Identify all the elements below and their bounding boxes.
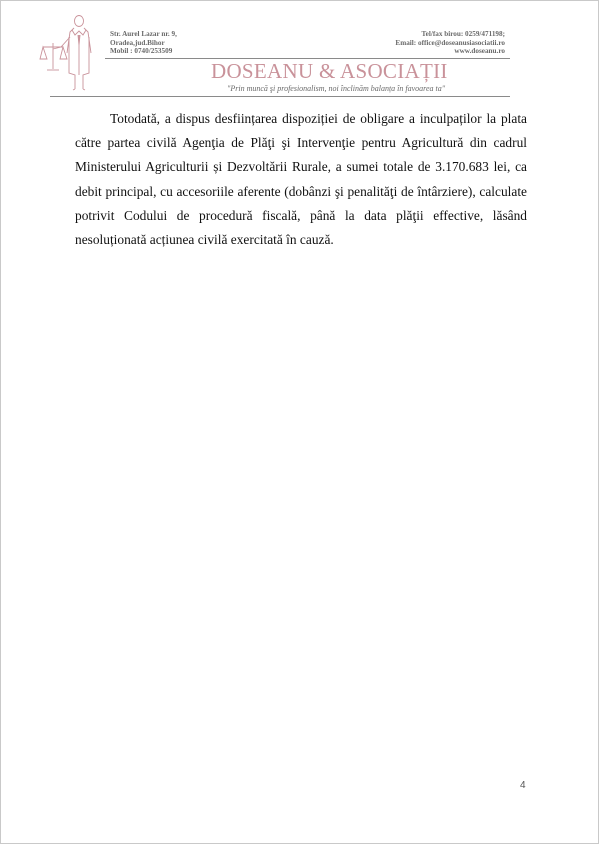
body-paragraph: Totodată, a dispus desființarea dispoziției de obligare a inculpaților la plata către partea civilă Agenţia de Plăţi şi Intervenţie pentru Agricultură din cadrul Ministerului Agriculturii și Dezvoltării Rurale, a sumei totale de 3.170.683 lei, ca debit principal, cu accesoriile aferente (dobânzi şi penalităţi de întârziere), calculate potrivit Codului de procedură fiscală, până la data plăţii effective, lăsând nesoluționată acțiunea civilă exercitată în cauză. <box>75 111 527 248</box>
contact-email: Email: office@doseanusiasociatii.ro <box>395 38 505 47</box>
address-mobile: Mobil : 0740/253509 <box>110 47 173 55</box>
address-city: Oradea,jud.Bihor <box>110 38 165 47</box>
address-block <box>110 30 177 56</box>
firm-name: DOSEANU & ASOCIAȚII <box>211 59 448 83</box>
header-divider-bottom <box>50 96 510 97</box>
address-street: Str. Aurel Lazar nr. 9, <box>110 30 177 38</box>
lawyer-with-scales-icon <box>39 13 101 91</box>
page-number: 4 <box>520 780 526 791</box>
contact-website: www.doseanu.ro <box>454 47 505 55</box>
contact-phone: Tel/fax birou: 0259/471198; <box>421 30 505 38</box>
contact-block <box>395 30 505 56</box>
firm-motto: "Prin muncă şi profesionalism, noi înclinăm balanța în favoarea ta" <box>227 84 446 93</box>
